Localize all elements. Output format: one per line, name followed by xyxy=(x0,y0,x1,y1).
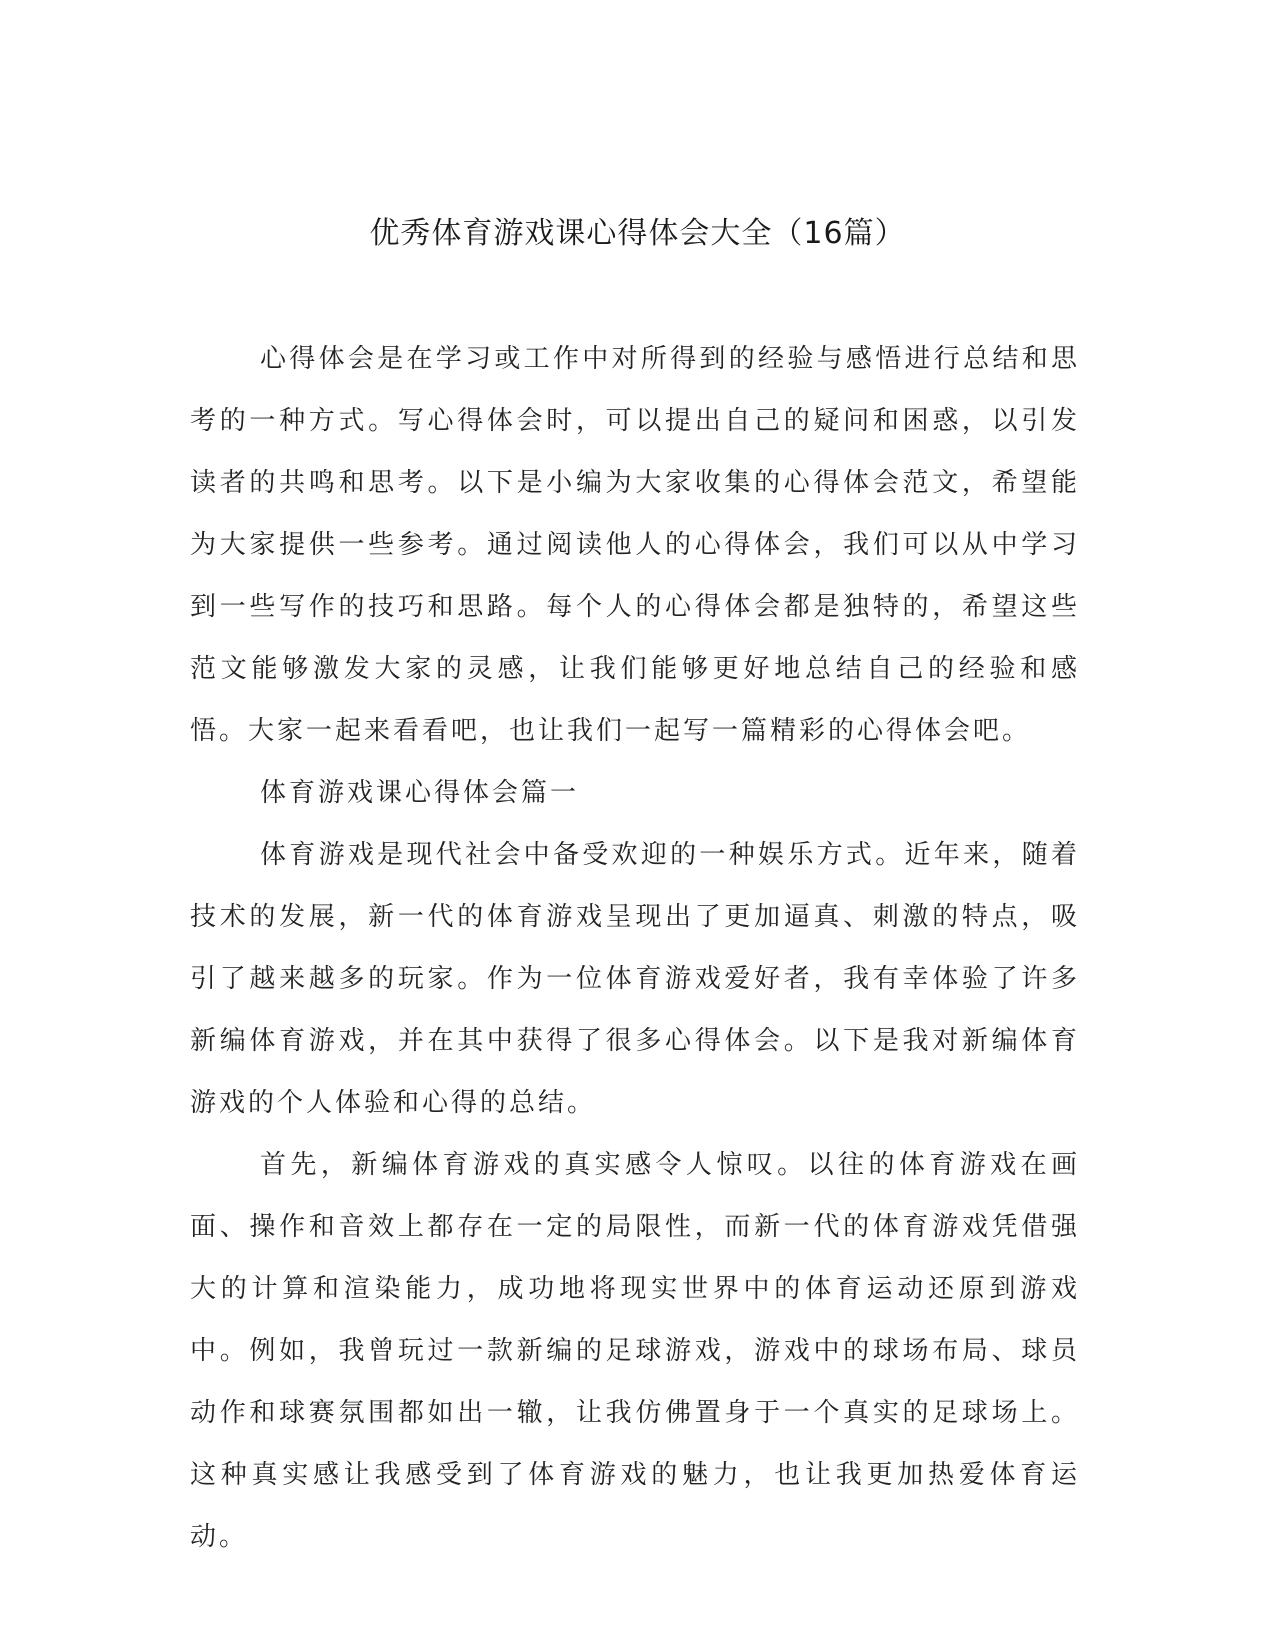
intro-paragraph: 心得体会是在学习或工作中对所得到的经验与感悟进行总结和思考的一种方式。写心得体会时，可以提出自己的疑问和困惑，以引发读者的共鸣和思考。以下是小编为大家收集的心得体会范文，希望能为大家提供一些参考。通过阅读他人的心得体会，我们可以从中学习到一些写作的技巧和思路。每个人的心得体会都是独特的，希望这些范文能够激发大家的灵感，让我们能够更好地总结自己的经验和感悟。大家一起来看看吧，也让我们一起写一篇精彩的心得体会吧。 xyxy=(190,344,1080,746)
body-paragraph: 首先，新编体育游戏的真实感令人惊叹。以往的体育游戏在画面、操作和音效上都存在一定的局限性，而新一代的体育游戏凭借强大的计算和渲染能力，成功地将现实世界中的体育运动还原到游戏中。例如，我曾玩过一款新编的足球游戏，游戏中的球场布局、球员动作和球赛氛围都如出一辙，让我仿佛置身于一个真实的足球场上。这种真实感让我感受到了体育游戏的魅力，也让我更加热爱体育运动。 xyxy=(190,1150,1080,1552)
document-body xyxy=(190,328,1080,1568)
body-paragraph: 体育游戏是现代社会中备受欢迎的一种娱乐方式。近年来，随着技术的发展，新一代的体育游戏呈现出了更加逼真、刺激的特点，吸引了越来越多的玩家。作为一位体育游戏爱好者，我有幸体验了许多新编体育游戏，并在其中获得了很多心得体会。以下是我对新编体育游戏的个人体验和心得的总结。 xyxy=(190,840,1080,1118)
document-title: 优秀体育游戏课心得体会大全（16篇） xyxy=(369,216,906,251)
section-heading: 体育游戏课心得体会篇一 xyxy=(260,778,580,808)
